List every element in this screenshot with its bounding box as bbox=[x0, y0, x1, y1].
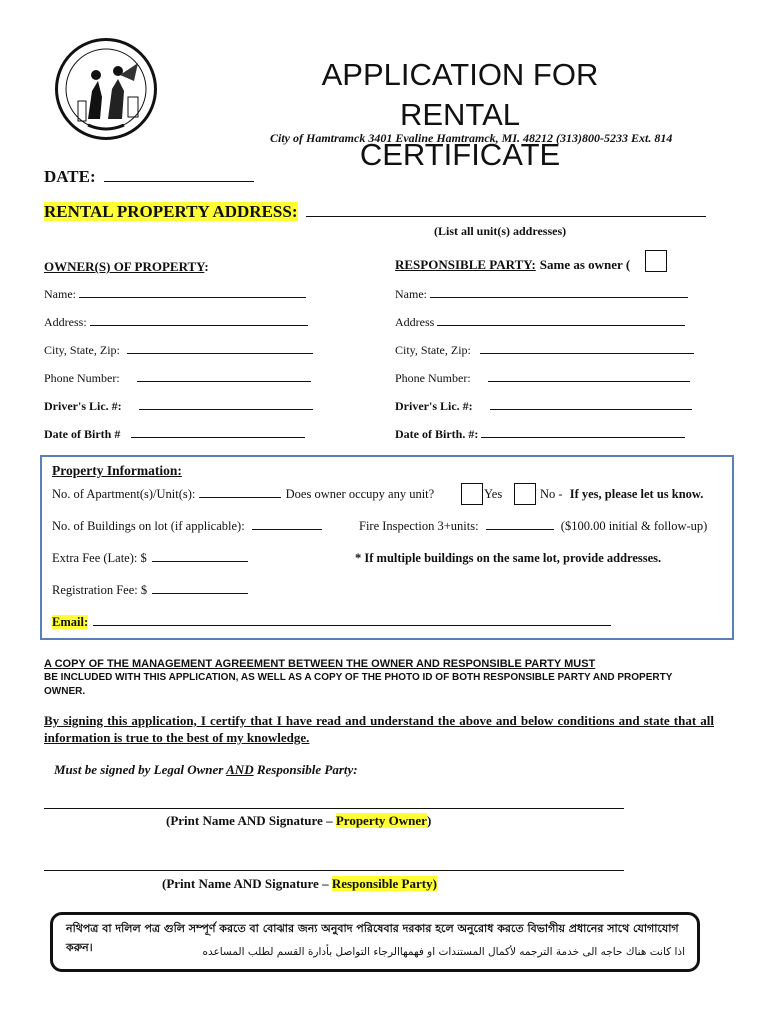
owner-license-row bbox=[44, 399, 313, 414]
owner-heading bbox=[44, 258, 209, 276]
owner-signature-suffix: ) bbox=[426, 813, 432, 828]
date-label: DATE: bbox=[44, 167, 96, 186]
property-info-heading: Property Information: bbox=[52, 463, 182, 478]
email-row bbox=[52, 615, 611, 630]
page-title bbox=[260, 55, 660, 175]
owner-license-label: Driver's Lic. #: bbox=[44, 399, 122, 413]
owner-occupy-yes-checkbox[interactable] bbox=[461, 483, 483, 505]
apartments-row bbox=[52, 487, 434, 502]
management-notice-line-2: BE INCLUDED WITH THIS APPLICATION, AS WELL AS A COPY OF THE PHOTO ID OF BOTH RESPONSIBLE PARTY AND PROPERTY OWNER. bbox=[44, 672, 673, 697]
owner-phone-label: Phone Number: bbox=[44, 371, 120, 385]
responsible-heading bbox=[395, 256, 630, 274]
responsible-license-row bbox=[395, 399, 692, 414]
must-sign-note bbox=[54, 762, 358, 778]
email-label: Email: bbox=[52, 615, 89, 629]
extra-fee-label: Extra Fee (Late): $ bbox=[52, 551, 147, 565]
registration-fee-field[interactable] bbox=[152, 593, 248, 594]
title-line-2: CERTIFICATE bbox=[359, 137, 561, 172]
responsible-address-label: Address bbox=[395, 315, 435, 329]
responsible-heading-text: RESPONSIBLE PARTY: bbox=[395, 257, 536, 272]
language-notice-arabic: اذا كانت هناك حاجه الى خدمة الترجمه لأكمال المستندات او فهمهاالرجاء التواصل بأدارة القسم لطلب المساعده bbox=[202, 946, 685, 958]
no-label: No - bbox=[540, 487, 563, 501]
responsible-phone-row bbox=[395, 371, 690, 386]
no-row bbox=[540, 487, 703, 502]
must-sign-suffix: Responsible Party: bbox=[253, 762, 358, 777]
city-seal-logo bbox=[55, 38, 157, 140]
responsible-city-row bbox=[395, 343, 694, 358]
owner-heading-suffix: : bbox=[204, 259, 209, 274]
responsible-signature-prefix: (Print Name AND Signature – bbox=[162, 876, 332, 891]
fire-inspection-field[interactable] bbox=[486, 529, 554, 530]
rental-address-note: (List all unit(s) addresses) bbox=[434, 224, 567, 238]
owner-dob-row bbox=[44, 427, 305, 442]
title-line-1: APPLICATION FOR RENTAL bbox=[321, 57, 599, 132]
language-notice-bengali: নথিপত্র বা দলিল পত্র গুলি সম্পূর্ণ করতে বা বোঝার জন্য অনুবাদ পরিষেবার দরকার হলে অনুরোধ করতে বিভাগীয় প্রধানের সাথে যোগাযোগ করুন। bbox=[66, 922, 679, 954]
owner-heading-text: OWNER(S) OF PROPERTY bbox=[44, 259, 205, 274]
owner-city-field[interactable] bbox=[127, 353, 313, 354]
buildings-label: No. of Buildings on lot (if applicable): bbox=[52, 519, 245, 533]
responsible-signature-line[interactable] bbox=[44, 870, 624, 871]
certification-statement: By signing this application, I certify that I have read and understand the above and below conditions and state that all information is true to the best of my knowledge. bbox=[44, 713, 714, 745]
must-sign-prefix: Must be signed by Legal Owner bbox=[54, 762, 227, 777]
owner-address-field[interactable] bbox=[90, 325, 308, 326]
date-row bbox=[44, 167, 254, 187]
owner-signature-caption bbox=[166, 813, 431, 829]
same-as-owner-checkbox[interactable] bbox=[645, 250, 667, 272]
owner-occupy-no-checkbox[interactable] bbox=[514, 483, 536, 505]
responsible-phone-label: Phone Number: bbox=[395, 371, 471, 385]
registration-fee-label: Registration Fee: $ bbox=[52, 583, 148, 597]
responsible-license-field[interactable] bbox=[490, 409, 692, 410]
owner-phone-field[interactable] bbox=[137, 381, 311, 382]
city-contact-info: City of Hamtramck 3401 Evaline Hamtramck, MI. 48212 (313)800-5233 Ext. 814 bbox=[270, 131, 673, 145]
extra-fee-row bbox=[52, 551, 248, 566]
rental-address-row bbox=[44, 202, 706, 222]
multiple-buildings-note: * If multiple buildings on the same lot, provide addresses. bbox=[355, 551, 662, 565]
responsible-address-field[interactable] bbox=[437, 325, 685, 326]
responsible-phone-field[interactable] bbox=[488, 381, 690, 382]
same-as-owner-label: Same as owner ( bbox=[539, 257, 631, 272]
responsible-dob-row bbox=[395, 427, 685, 442]
registration-fee-row bbox=[52, 583, 248, 598]
responsible-name-row bbox=[395, 287, 688, 302]
fire-inspection-fee: ($100.00 initial & follow-up) bbox=[560, 519, 708, 533]
extra-fee-field[interactable] bbox=[152, 561, 248, 562]
owner-address-label: Address: bbox=[44, 315, 87, 329]
owner-name-label: Name: bbox=[44, 287, 76, 301]
responsible-name-field[interactable] bbox=[430, 297, 688, 298]
responsible-signature-caption bbox=[162, 876, 437, 892]
apartments-label: No. of Apartment(s)/Unit(s): bbox=[52, 487, 196, 501]
owner-signature-line[interactable] bbox=[44, 808, 624, 809]
date-field[interactable] bbox=[104, 181, 254, 182]
owner-phone-row bbox=[44, 371, 311, 386]
owner-name-field[interactable] bbox=[79, 297, 306, 298]
responsible-city-field[interactable] bbox=[480, 353, 694, 354]
buildings-row bbox=[52, 519, 322, 534]
responsible-dob-label: Date of Birth. #: bbox=[395, 427, 479, 441]
management-notice-line-1: A COPY OF THE MANAGEMENT AGREEMENT BETWEEN THE OWNER AND RESPONSIBLE PARTY MUST bbox=[44, 658, 596, 670]
responsible-city-label: City, State, Zip: bbox=[395, 343, 471, 357]
owner-address-row bbox=[44, 315, 308, 330]
responsible-name-label: Name: bbox=[395, 287, 427, 301]
rental-address-field[interactable] bbox=[306, 216, 706, 217]
owner-signature-prefix: (Print Name AND Signature – bbox=[166, 813, 336, 828]
yes-notice: If yes, please let us know. bbox=[569, 487, 704, 501]
owner-dob-label: Date of Birth # bbox=[44, 427, 121, 441]
fire-inspection-row bbox=[359, 519, 707, 534]
yes-label: Yes bbox=[484, 487, 503, 501]
responsible-dob-field[interactable] bbox=[481, 437, 685, 438]
fire-inspection-label: Fire Inspection 3+units: bbox=[359, 519, 479, 533]
responsible-signature-role: Responsible Party) bbox=[331, 876, 437, 891]
property-information-box bbox=[40, 455, 734, 640]
responsible-address-row bbox=[395, 315, 685, 330]
email-field[interactable] bbox=[93, 625, 611, 626]
owner-city-row bbox=[44, 343, 313, 358]
owner-city-label: City, State, Zip: bbox=[44, 343, 120, 357]
must-sign-and: AND bbox=[226, 762, 254, 777]
management-agreement-notice bbox=[44, 657, 694, 699]
owner-signature-role: Property Owner bbox=[335, 813, 427, 828]
owner-license-field[interactable] bbox=[139, 409, 313, 410]
owner-dob-field[interactable] bbox=[131, 437, 305, 438]
buildings-field[interactable] bbox=[252, 529, 322, 530]
owner-occupy-label: Does owner occupy any unit? bbox=[285, 487, 435, 501]
responsible-license-label: Driver's Lic. #: bbox=[395, 399, 473, 413]
rental-address-label: RENTAL PROPERTY ADDRESS: bbox=[44, 202, 298, 221]
apartments-field[interactable] bbox=[199, 497, 281, 498]
owner-name-row bbox=[44, 287, 306, 302]
